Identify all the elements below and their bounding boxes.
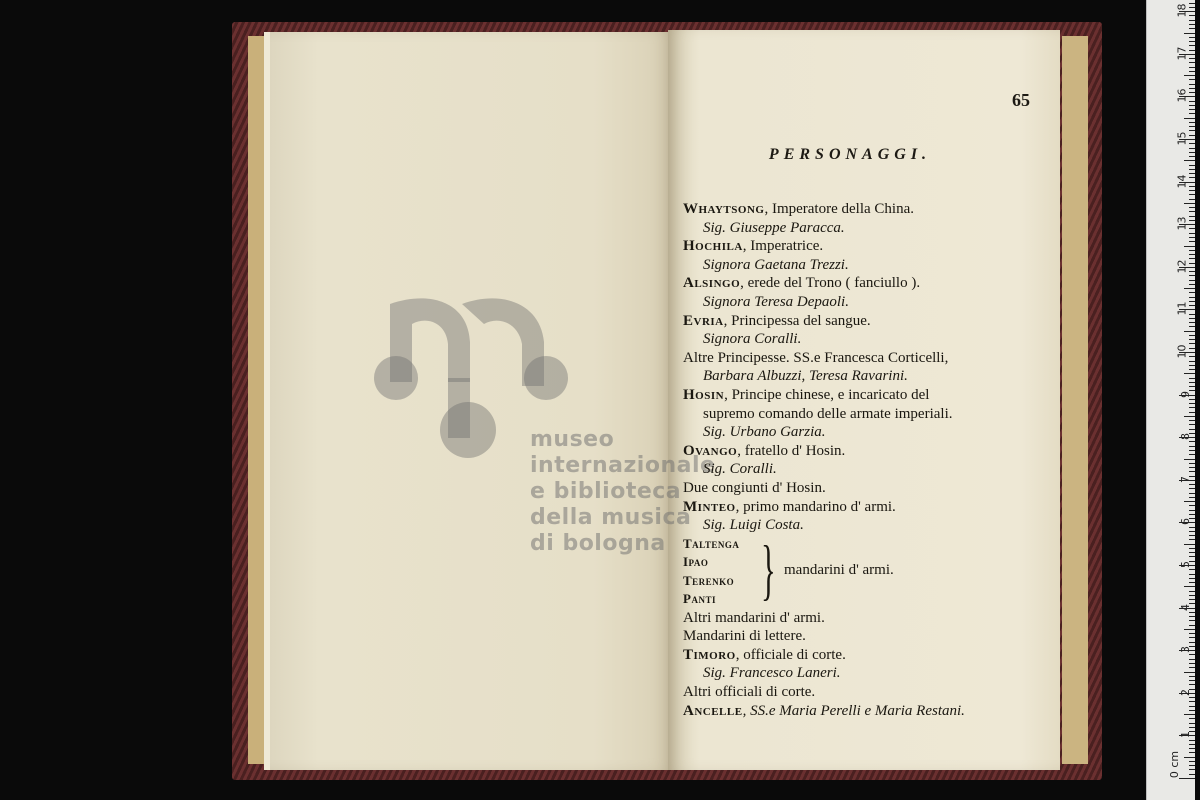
ruler-tick	[1189, 28, 1195, 29]
ruler-tick	[1189, 254, 1195, 255]
ruler-tick	[1189, 280, 1195, 281]
cast-entry: Altri mandarini d' armi.	[683, 609, 825, 626]
book-board-right	[1062, 36, 1088, 764]
ruler-label: 3	[1179, 646, 1192, 654]
ruler-tick	[1189, 233, 1195, 234]
ruler-label: 2	[1179, 688, 1192, 696]
ruler-tick	[1189, 250, 1195, 251]
ruler-tick	[1189, 305, 1195, 306]
ruler-tick	[1184, 714, 1195, 715]
ruler-tick	[1189, 241, 1195, 242]
cast-entry: Evria, Principessa del sangue. Signora Coralli.	[683, 312, 871, 348]
ruler-tick	[1189, 122, 1195, 123]
ruler-tick	[1189, 322, 1195, 323]
ruler-tick	[1189, 67, 1195, 68]
ruler-tick	[1189, 595, 1195, 596]
ruler-tick	[1184, 118, 1195, 119]
ruler-tick	[1189, 680, 1195, 681]
ruler-tick	[1189, 701, 1195, 702]
ruler-tick	[1189, 177, 1195, 178]
ruler-tick	[1189, 774, 1195, 775]
ruler-label: 13	[1175, 216, 1189, 231]
ruler-tick	[1189, 271, 1195, 272]
ruler-tick	[1189, 748, 1195, 749]
ruler-tick	[1189, 314, 1195, 315]
ruler-tick	[1189, 769, 1195, 770]
ruler-tick	[1189, 471, 1195, 472]
ruler-tick	[1189, 71, 1195, 72]
ruler-tick	[1189, 84, 1195, 85]
ruler-tick	[1189, 382, 1195, 383]
ruler-tick	[1189, 429, 1195, 430]
ruler-tick	[1189, 467, 1195, 468]
ruler-tick	[1189, 318, 1195, 319]
ruler-tick	[1189, 88, 1195, 89]
ruler-tick	[1189, 216, 1195, 217]
ruler-tick	[1189, 676, 1195, 677]
ruler-tick	[1189, 667, 1195, 668]
ruler-tick	[1189, 616, 1195, 617]
ruler-tick	[1189, 135, 1195, 136]
ruler-tick	[1189, 148, 1195, 149]
ruler-label: 12	[1175, 259, 1189, 274]
ruler-tick	[1189, 297, 1195, 298]
ruler-unit-label: 0 cm	[1168, 750, 1182, 779]
ruler-tick	[1184, 757, 1195, 758]
ruler-tick	[1184, 246, 1195, 247]
ruler-tick	[1189, 454, 1195, 455]
page-title: PERSONAGGI.	[768, 146, 932, 163]
ruler-tick	[1189, 41, 1195, 42]
ruler-tick	[1189, 765, 1195, 766]
ruler-tick	[1184, 416, 1195, 417]
ruler-tick	[1189, 654, 1195, 655]
ruler-label: 18	[1175, 3, 1189, 18]
ruler-label: 8	[1179, 433, 1192, 441]
ruler-tick	[1189, 275, 1195, 276]
ruler-tick	[1189, 556, 1195, 557]
ruler-tick	[1189, 356, 1195, 357]
ruler-tick	[1189, 706, 1195, 707]
watermark-text: museo internazionale e biblioteca della musica di bologna	[530, 427, 716, 556]
cast-entry: Minteo, primo mandarino d' armi. Sig. Luigi Costa.	[683, 498, 896, 534]
ruler-tick	[1189, 263, 1195, 264]
cast-entry: Ovango, fratello d' Hosin. Sig. Coralli.	[683, 442, 846, 478]
library-watermark	[350, 282, 716, 556]
ruler-label: 4	[1179, 603, 1192, 611]
ruler-tick	[1189, 126, 1195, 127]
page-number: 65	[1012, 90, 1030, 110]
cast-entry: Whaytsong, Imperatore della China. Sig. Giuseppe Paracca.	[683, 201, 914, 236]
cast-group	[683, 530, 1043, 609]
ruler-tick	[1184, 33, 1195, 34]
ruler-tick	[1189, 497, 1195, 498]
ruler-tick	[1189, 663, 1195, 664]
ruler-tick	[1189, 612, 1195, 613]
ruler-label: 9	[1179, 390, 1192, 398]
ruler-tick	[1189, 378, 1195, 379]
ruler-tick	[1189, 548, 1195, 549]
ruler-tick	[1189, 625, 1195, 626]
ruler-tick	[1189, 684, 1195, 685]
ruler-tick	[1189, 424, 1195, 425]
ruler-tick	[1184, 160, 1195, 161]
ruler-tick	[1189, 339, 1195, 340]
ruler-tick	[1189, 220, 1195, 221]
ruler-tick	[1189, 228, 1195, 229]
ruler-tick	[1189, 258, 1195, 259]
ruler-label: 15	[1175, 131, 1189, 146]
ruler-tick	[1189, 186, 1195, 187]
ruler-tick	[1189, 15, 1195, 16]
ruler-label: 16	[1175, 88, 1189, 103]
ruler-label: 5	[1179, 561, 1192, 568]
cast-entry: Ancelle, SS.e Maria Perelli e Maria Restani.	[683, 702, 965, 719]
ruler-tick	[1189, 292, 1195, 293]
ruler-label: 10	[1175, 344, 1189, 359]
ruler-tick	[1189, 113, 1195, 114]
ruler-tick	[1184, 629, 1195, 630]
ruler-tick	[1179, 778, 1195, 779]
ruler-tick	[1189, 173, 1195, 174]
ruler-tick	[1189, 343, 1195, 344]
ruler-tick	[1189, 79, 1195, 80]
ruler-tick	[1184, 373, 1195, 374]
ruler-tick	[1189, 7, 1195, 8]
ruler-tick	[1189, 718, 1195, 719]
ruler-tick	[1189, 744, 1195, 745]
ruler-tick	[1189, 109, 1195, 110]
ruler-tick	[1189, 37, 1195, 38]
ruler-tick	[1189, 143, 1195, 144]
ruler-tick	[1184, 459, 1195, 460]
ruler-tick	[1189, 386, 1195, 387]
ruler-tick	[1184, 544, 1195, 545]
ruler-tick	[1189, 407, 1195, 408]
group-names: Taltenga Ipao Terenko Panti	[683, 535, 740, 607]
ruler-tick	[1189, 194, 1195, 195]
cast-entry: Hochila, Imperatrice. Signora Gaetana Trezzi.	[683, 238, 849, 273]
ruler-tick	[1189, 659, 1195, 660]
ruler-tick	[1189, 539, 1195, 540]
ruler-tick	[1189, 58, 1195, 59]
ruler-tick	[1189, 527, 1195, 528]
ruler-tick	[1189, 446, 1195, 447]
ruler-tick	[1189, 45, 1195, 46]
ruler-tick	[1189, 92, 1195, 93]
ruler-tick	[1189, 710, 1195, 711]
ruler-tick	[1189, 620, 1195, 621]
ruler-label: 17	[1175, 46, 1189, 61]
ruler-tick	[1189, 284, 1195, 285]
ruler-tick	[1189, 531, 1195, 532]
curly-brace-icon: }	[761, 530, 776, 607]
ruler-tick	[1184, 586, 1195, 587]
ruler-tick	[1189, 369, 1195, 370]
ruler-tick	[1184, 672, 1195, 673]
ruler-tick	[1189, 463, 1195, 464]
ruler-tick	[1189, 156, 1195, 157]
ruler-tick	[1189, 493, 1195, 494]
ruler-tick	[1189, 582, 1195, 583]
ruler-tick	[1189, 599, 1195, 600]
ruler-tick	[1189, 642, 1195, 643]
ruler-tick	[1189, 633, 1195, 634]
cast-entry: Mandarini di lettere.	[683, 628, 806, 645]
ruler-tick	[1189, 420, 1195, 421]
ruler-tick	[1189, 335, 1195, 336]
ruler-tick	[1189, 399, 1195, 400]
ruler-label: 11	[1175, 301, 1189, 316]
cast-entry: Due congiunti d' Hosin.	[683, 479, 826, 496]
ruler-tick	[1184, 501, 1195, 502]
ruler-tick	[1189, 488, 1195, 489]
measuring-ruler	[1146, 0, 1195, 800]
ruler-tick	[1189, 190, 1195, 191]
ruler-tick	[1189, 637, 1195, 638]
ruler-tick	[1189, 199, 1195, 200]
ruler-tick	[1184, 331, 1195, 332]
ruler-tick	[1189, 211, 1195, 212]
ruler-tick	[1189, 727, 1195, 728]
ruler-tick	[1184, 288, 1195, 289]
ruler-tick	[1189, 62, 1195, 63]
ruler-tick	[1184, 75, 1195, 76]
ruler-tick	[1189, 412, 1195, 413]
ruler-tick	[1189, 3, 1195, 4]
ruler-tick	[1189, 301, 1195, 302]
ruler-label: 7	[1179, 475, 1192, 483]
ruler-tick	[1189, 574, 1195, 575]
ruler-tick	[1189, 484, 1195, 485]
cast-entry: Timoro, officiale di corte. Sig. Francesco Laneri.	[683, 646, 846, 682]
ruler-tick	[1189, 20, 1195, 21]
ruler-tick	[1189, 237, 1195, 238]
ruler-tick	[1189, 752, 1195, 753]
ruler-tick	[1189, 169, 1195, 170]
group-description: mandarini d' armi.	[784, 561, 894, 578]
ruler-tick	[1189, 578, 1195, 579]
ruler-tick	[1189, 101, 1195, 102]
ruler-tick	[1189, 569, 1195, 570]
cast-entry: Alsingo, erede del Trono ( fanciullo ). Signora Teresa Depaoli.	[683, 275, 921, 310]
ruler-tick	[1189, 552, 1195, 553]
ruler-tick	[1189, 24, 1195, 25]
ruler-tick	[1189, 505, 1195, 506]
ruler-tick	[1184, 203, 1195, 204]
ruler-tick	[1189, 450, 1195, 451]
ruler-tick	[1189, 365, 1195, 366]
cast-list	[683, 200, 1043, 720]
ruler-tick	[1189, 105, 1195, 106]
ruler-tick	[1189, 761, 1195, 762]
cast-entry: Altre Principesse. SS.e Francesca Corticelli, Barbara Albuzzi, Teresa Ravarini.	[683, 349, 949, 385]
cast-entry: Altri officiali di corte.	[683, 684, 816, 701]
ruler-tick	[1189, 207, 1195, 208]
ruler-tick	[1189, 403, 1195, 404]
ruler-tick	[1189, 591, 1195, 592]
ruler-tick	[1189, 326, 1195, 327]
ruler-tick	[1189, 348, 1195, 349]
ruler-label: 1	[1179, 731, 1192, 739]
ruler-tick	[1189, 740, 1195, 741]
cast-entry: Hosin, Principe chinese, e incaricato del supremo comando delle armate imperiali. Sig. Urbano Garzia.	[683, 386, 953, 441]
ruler-tick	[1189, 723, 1195, 724]
ruler-tick	[1189, 514, 1195, 515]
ruler-tick	[1189, 361, 1195, 362]
ruler-tick	[1189, 697, 1195, 698]
ruler-tick	[1189, 165, 1195, 166]
ruler-tick	[1189, 510, 1195, 511]
ruler-tick	[1189, 535, 1195, 536]
ruler-tick	[1189, 50, 1195, 51]
ruler-label: 6	[1179, 518, 1192, 526]
ruler-tick	[1189, 441, 1195, 442]
ruler-tick	[1189, 130, 1195, 131]
ruler-label: 14	[1175, 174, 1189, 189]
ruler-tick	[1189, 152, 1195, 153]
